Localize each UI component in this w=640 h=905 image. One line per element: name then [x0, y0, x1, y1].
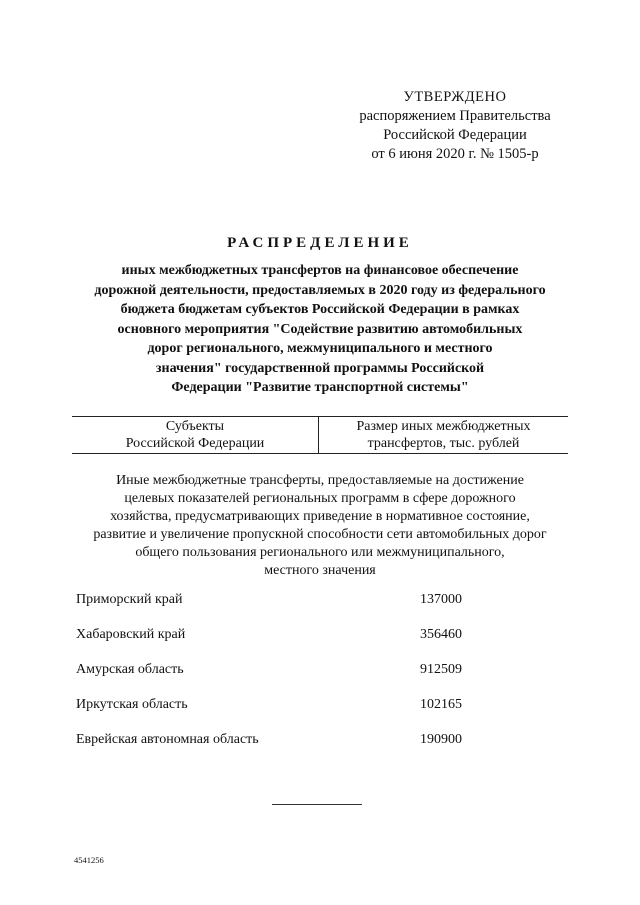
region-name: Приморский край	[76, 592, 183, 607]
table-body	[76, 592, 576, 767]
region-name: Еврейская автономная область	[76, 732, 259, 747]
section-title-line: развитие и увеличение пропускной способности сети автомобильных дорог	[93, 527, 547, 542]
header-subjects	[72, 417, 319, 453]
document-subtitle	[60, 261, 580, 398]
table-row	[76, 592, 576, 627]
subtitle-line: основного мероприятия "Содействие развитию автомобильных	[117, 321, 523, 337]
section-title-line: целевых показателей региональных программ в сфере дорожного	[124, 491, 516, 506]
header-subjects-line-2: Российской Федерации	[125, 436, 265, 451]
region-name: Хабаровский край	[76, 627, 186, 642]
section-title-line: местного значения	[264, 563, 376, 578]
transfer-amount: 137000	[420, 592, 462, 607]
header-amount-line-2: трансфертов, тыс. рублей	[367, 436, 520, 451]
transfer-amount: 356460	[420, 627, 462, 642]
subtitle-line: дорог регионального, межмуниципального и местного	[147, 341, 493, 356]
end-divider	[272, 804, 362, 805]
header-amount-line-1: Размер иных межбюджетных	[356, 419, 531, 434]
table-row	[76, 662, 576, 697]
transfer-amount: 102165	[420, 697, 462, 712]
document-number: 4541256	[74, 855, 104, 865]
approval-line-3: от 6 июня 2020 г. № 1505-р	[371, 146, 539, 162]
section-title-line: Иные межбюджетные трансферты, предоставляемые на достижение	[116, 473, 524, 488]
region-name: Амурская область	[76, 662, 184, 677]
table-row	[76, 627, 576, 662]
approval-block	[330, 88, 580, 164]
table-row	[76, 697, 576, 732]
header-subjects-line-1: Субъекты	[165, 419, 225, 434]
approval-line-2: Российской Федерации	[383, 127, 527, 143]
subtitle-line: Федерации "Развитие транспортной системы"	[171, 380, 469, 395]
document-title: РАСПРЕДЕЛЕНИЕ	[227, 235, 413, 251]
subtitle-line: бюджета бюджетам субъектов Российской Федерации в рамках	[120, 302, 520, 317]
section-title	[70, 472, 570, 580]
transfer-amount: 190900	[420, 732, 462, 747]
approval-line-1: распоряжением Правительства	[359, 108, 551, 124]
subtitle-line: дорожной деятельности, предоставляемых в 2020 году из федерального	[94, 282, 546, 298]
table-row	[76, 732, 576, 767]
section-title-line: хозяйства, предусматривающих приведение в нормативное состояние,	[110, 509, 530, 524]
header-amount	[319, 417, 568, 453]
subtitle-line: значения" государственной программы Российской	[155, 360, 485, 376]
table-header	[72, 416, 568, 454]
subtitle-line: иных межбюджетных трансфертов на финансовое обеспечение	[121, 263, 519, 278]
section-title-line: общего пользования регионального или межмуниципального,	[135, 545, 505, 560]
region-name: Иркутская область	[76, 697, 188, 712]
approval-heading: УТВЕРЖДЕНО	[403, 89, 507, 105]
transfer-amount: 912509	[420, 662, 462, 677]
